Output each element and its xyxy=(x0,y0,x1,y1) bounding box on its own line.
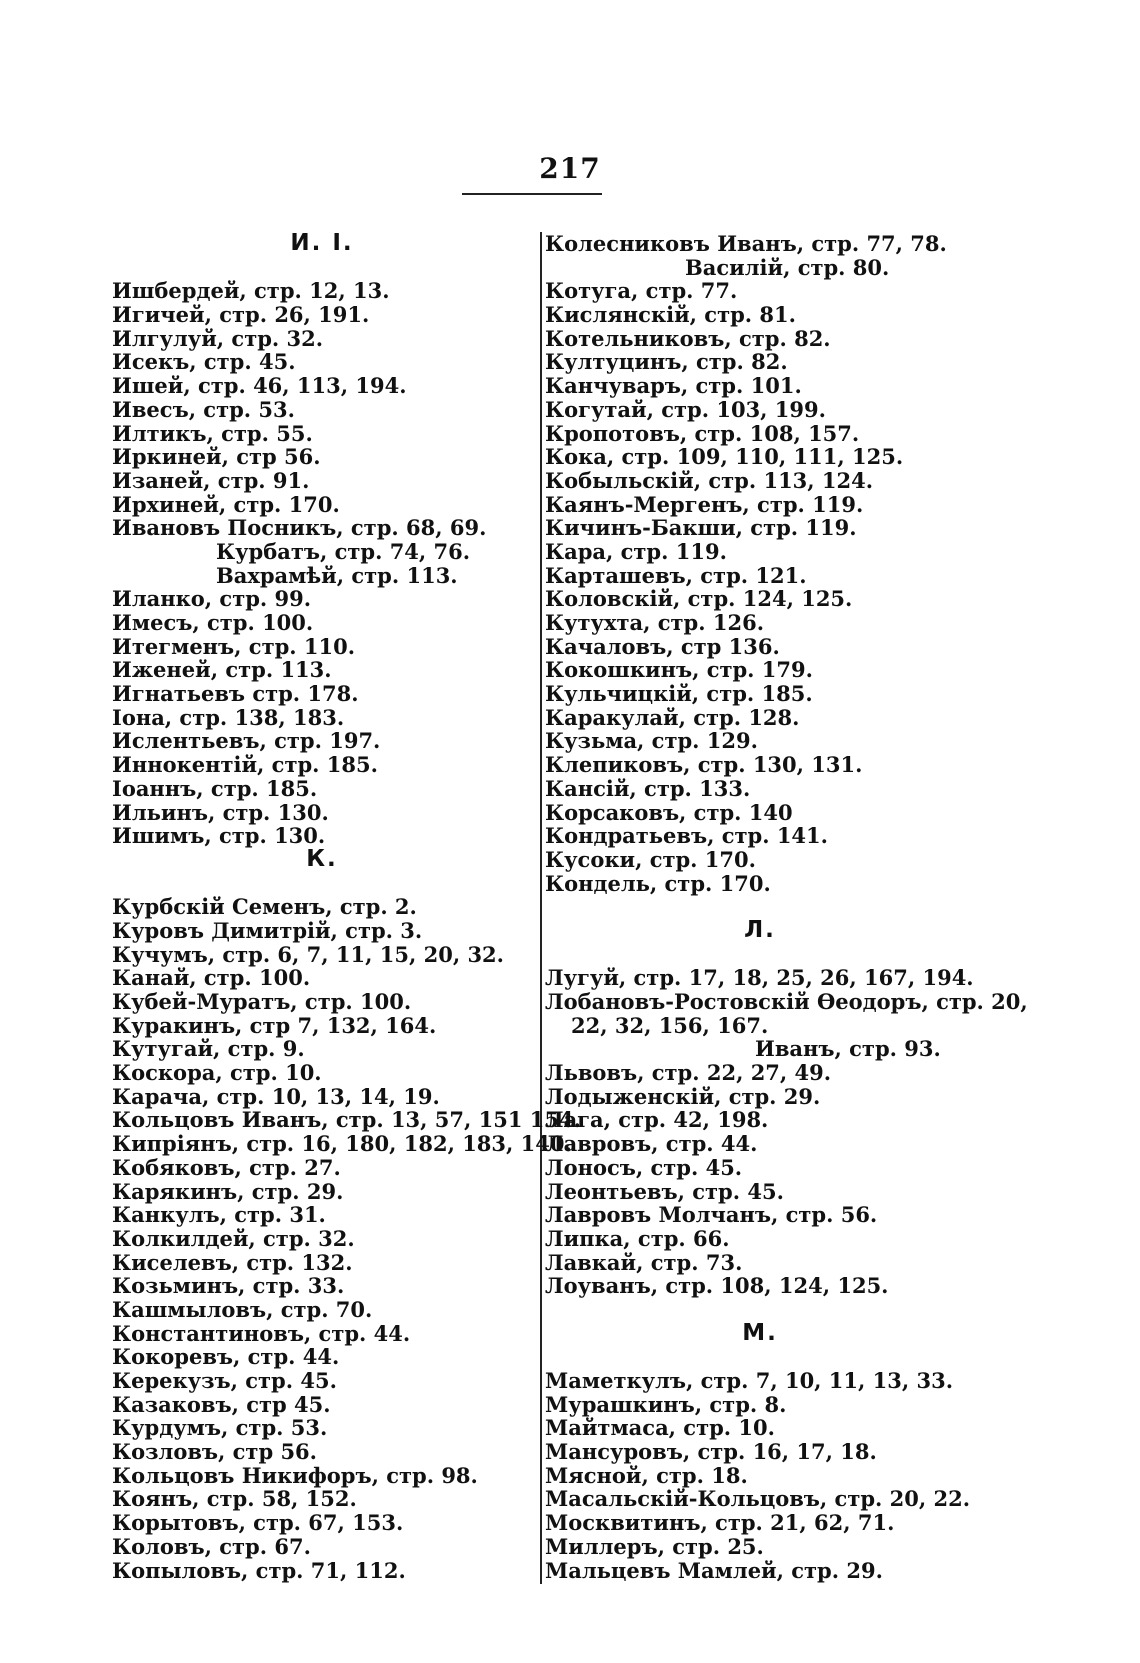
index-entry: Масальскій-Кольцовъ, стр. 20, 22. xyxy=(545,1486,971,1512)
index-entry: Курдумъ, стр. 53. xyxy=(112,1415,328,1441)
index-entry: Иженей, стр. 113. xyxy=(112,657,332,683)
index-entry: Кислянскій, стр. 81. xyxy=(545,302,796,328)
index-entry: Коловскій, стр. 124, 125. xyxy=(545,586,853,612)
index-entry: Мясной, стр. 18. xyxy=(545,1462,748,1488)
index-entry: Котуга, стр. 77. xyxy=(545,278,738,304)
index-entry: Изаней, стр. 91. xyxy=(112,467,310,493)
index-entry: Кутугай, стр. 9. xyxy=(112,1036,305,1062)
index-entry: Клепиковъ, стр. 130, 131. xyxy=(545,752,863,778)
index-entry-sub: Вахрамѣй, стр. 113. xyxy=(216,562,458,588)
index-entry: Кансій, стр. 133. xyxy=(545,775,751,801)
index-entry-sub: Курбатъ, стр. 74, 76. xyxy=(216,538,471,564)
index-entry: Ильинъ, стр. 130. xyxy=(112,799,329,825)
index-entry: Козловъ, стр 56. xyxy=(112,1439,317,1465)
index-entry: Кондратьевъ, стр. 141. xyxy=(545,823,828,849)
index-entry: Иланко, стр. 99. xyxy=(112,586,312,612)
index-entry: Липка, стр. 66. xyxy=(545,1225,730,1251)
index-entry: Лоносъ, стр. 45. xyxy=(545,1154,743,1180)
section-m-list xyxy=(545,1369,975,1582)
index-entry: Каянъ-Мергенъ, стр. 119. xyxy=(545,491,864,517)
index-entry-sub: Василій, стр. 80. xyxy=(685,254,890,280)
index-entry: Иркиней, стр 56. xyxy=(112,444,321,470)
index-entry: Илгулуй, стр. 32. xyxy=(112,325,324,351)
index-entry: Колесниковъ Иванъ, стр. 77, 78. xyxy=(545,231,947,256)
index-entry: Лага, стр. 42, 198. xyxy=(545,1107,769,1133)
right-column xyxy=(545,231,1028,1583)
index-entry-sub: Иванъ, стр. 93. xyxy=(755,1036,941,1062)
section-header-l: Л. xyxy=(744,916,776,943)
index-entry: Кусоки, стр. 170. xyxy=(545,846,756,872)
index-entry: Кокошкинъ, стр. 179. xyxy=(545,657,813,683)
index-entry: Карякинъ, стр. 29. xyxy=(112,1178,344,1204)
index-entry: Іона, стр. 138, 183. xyxy=(112,704,345,730)
index-entry: Лавровъ, стр. 44. xyxy=(545,1131,758,1157)
index-entry: Ишимъ, стр. 130. xyxy=(112,823,326,849)
index-entry: Константиновъ, стр. 44. xyxy=(112,1320,411,1346)
index-entry: Ирхиней, стр. 170. xyxy=(112,491,340,517)
index-entry: Игичей, стр. 26, 191. xyxy=(112,302,370,328)
index-entry: Каракулай, стр. 128. xyxy=(545,704,800,730)
index-entry: Кутухта, стр. 126. xyxy=(545,610,765,635)
index-entry: Култуцинъ, стр. 82. xyxy=(545,349,788,375)
index-entry: Ивесъ, стр. 53. xyxy=(112,396,295,422)
index-entry: Куровъ Димитрій, стр. 3. xyxy=(112,917,423,943)
index-entry: Козьминъ, стр. 33. xyxy=(112,1273,345,1299)
index-entry: Канчуваръ, стр. 101. xyxy=(545,373,802,399)
index-entry: Канай, стр. 100. xyxy=(112,965,311,991)
index-entry: Карташевъ, стр. 121. xyxy=(545,562,807,588)
index-entry: Кульчицкій, стр. 185. xyxy=(545,681,813,707)
index-entry: Кучумъ, стр. 6, 7, 11, 15, 20, 32. xyxy=(112,941,504,967)
index-entry: Іоаннъ, стр. 185. xyxy=(112,775,318,801)
index-entry: Кобыльскій, стр. 113, 124. xyxy=(545,467,874,493)
spacer xyxy=(545,1345,975,1369)
section-i-list xyxy=(112,279,532,540)
index-entry: Лавровъ Молчанъ, стр. 56. xyxy=(545,1202,878,1228)
index-entry: Лоуванъ, стр. 108, 124, 125. xyxy=(545,1273,889,1299)
index-entry: Лавкай, стр. 73. xyxy=(545,1249,743,1275)
section-header-k: К. xyxy=(306,845,338,872)
spacer xyxy=(112,256,532,280)
index-entry: Кондель, стр. 170. xyxy=(545,870,771,896)
index-entry: Мурашкинъ, стр. 8. xyxy=(545,1391,787,1417)
index-entry: Ишбердей, стр. 12, 13. xyxy=(112,278,390,304)
index-entry: Котельниковъ, стр. 82. xyxy=(545,325,831,351)
index-entry: Кольцовъ Иванъ, стр. 13, 57, 151 154. xyxy=(112,1107,581,1133)
spacer xyxy=(112,872,532,896)
index-entry: Миллеръ, стр. 25. xyxy=(545,1533,764,1559)
index-entry: Кичинъ-Бакши, стр. 119. xyxy=(545,515,857,541)
index-entry: Коскора, стр. 10. xyxy=(112,1060,322,1086)
index-entry: Львовъ, стр. 22, 27, 49. xyxy=(545,1060,832,1086)
index-entry: Казаковъ, стр 45. xyxy=(112,1391,331,1417)
index-entry-continuation: 22, 32, 156, 167. xyxy=(571,1012,769,1038)
index-entry: Карача, стр. 10, 13, 14, 19. xyxy=(112,1083,440,1109)
index-entry: Курбскій Семенъ, стр. 2. xyxy=(112,894,417,920)
index-entry: Лугуй, стр. 17, 18, 25, 26, 167, 194. xyxy=(545,965,974,991)
index-entry: Маметкулъ, стр. 7, 10, 11, 13, 33. xyxy=(545,1368,954,1393)
index-entry: Ислентьевъ, стр. 197. xyxy=(112,728,381,754)
index-entry: Киселевъ, стр. 132. xyxy=(112,1249,353,1275)
spacer xyxy=(545,895,975,919)
index-entry: Кольцовъ Никифоръ, стр. 98. xyxy=(112,1462,478,1488)
section-l-list xyxy=(545,1061,975,1298)
index-entry: Мансуровъ, стр. 16, 17, 18. xyxy=(545,1439,877,1465)
page-number: 217 xyxy=(539,152,601,185)
index-entry: Москвитинъ, стр. 21, 62, 71. xyxy=(545,1510,895,1536)
spacer xyxy=(545,1298,975,1322)
index-entry: Леонтьевъ, стр. 45. xyxy=(545,1178,784,1204)
index-entry: Кара, стр. 119. xyxy=(545,538,727,564)
index-entry: Илтикъ, стр. 55. xyxy=(112,420,313,446)
index-entry: Канкулъ, стр. 31. xyxy=(112,1202,326,1228)
index-entry: Кобяковъ, стр. 27. xyxy=(112,1154,341,1180)
section-k-continued-list xyxy=(545,279,975,895)
index-entry: Когутай, стр. 103, 199. xyxy=(545,396,826,422)
section-k-list xyxy=(112,894,581,1583)
index-entry: Колкилдей, стр. 32. xyxy=(112,1225,355,1251)
index-entry: Кузьма, стр. 129. xyxy=(545,728,758,754)
index-entry: Майтмаса, стр. 10. xyxy=(545,1415,775,1441)
index-entry: Куракинъ, стр 7, 132, 164. xyxy=(112,1012,437,1038)
index-entry: Корытовъ, стр. 67, 153. xyxy=(112,1510,404,1536)
index-entry: Игнатьевъ стр. 178. xyxy=(112,681,359,707)
spacer xyxy=(545,943,975,967)
index-entry: Имесъ, стр. 100. xyxy=(112,610,314,635)
index-entry: Коянъ, стр. 58, 152. xyxy=(112,1486,357,1512)
index-entry: Мальцевъ Мамлей, стр. 29. xyxy=(545,1557,883,1583)
column-divider xyxy=(540,232,542,1584)
index-entry: Кубей-Муратъ, стр. 100. xyxy=(112,989,412,1014)
index-entry: Кокоревъ, стр. 44. xyxy=(112,1344,340,1370)
index-entry: Кипріянъ, стр. 16, 180, 182, 183, 140. xyxy=(112,1131,572,1157)
index-entry: Ивановъ Посникъ, стр. 68, 69. xyxy=(112,515,487,541)
index-entry: Керекузъ, стр. 45. xyxy=(112,1368,337,1393)
section-header-i: И. I. xyxy=(290,230,354,256)
index-entry: Кропотовъ, стр. 108, 157. xyxy=(545,420,860,446)
index-entry: Качаловъ, стр 136. xyxy=(545,633,780,659)
index-entry: Лодыженскій, стр. 29. xyxy=(545,1083,821,1109)
index-entry: Лобановъ-Ростовскій Ѳеодоръ, стр. 20, xyxy=(545,989,1028,1014)
index-entry: Копыловъ, стр. 71, 112. xyxy=(112,1557,406,1583)
index-entry: Кашмыловъ, стр. 70. xyxy=(112,1296,373,1322)
index-entry: Итегменъ, стр. 110. xyxy=(112,633,356,659)
left-column xyxy=(112,230,581,1583)
section-header-m: М. xyxy=(742,1319,778,1346)
index-entry: Исекъ, стр. 45. xyxy=(112,349,296,375)
index-entry: Иннокентій, стр. 185. xyxy=(112,752,378,778)
section-i-list-2 xyxy=(112,587,532,848)
index-entry: Корсаковъ, стр. 140 xyxy=(545,799,793,825)
index-entry: Кока, стр. 109, 110, 111, 125. xyxy=(545,444,904,470)
index-entry: Ишей, стр. 46, 113, 194. xyxy=(112,373,407,399)
index-entry: Коловъ, стр. 67. xyxy=(112,1533,311,1559)
header-rule xyxy=(462,193,602,195)
